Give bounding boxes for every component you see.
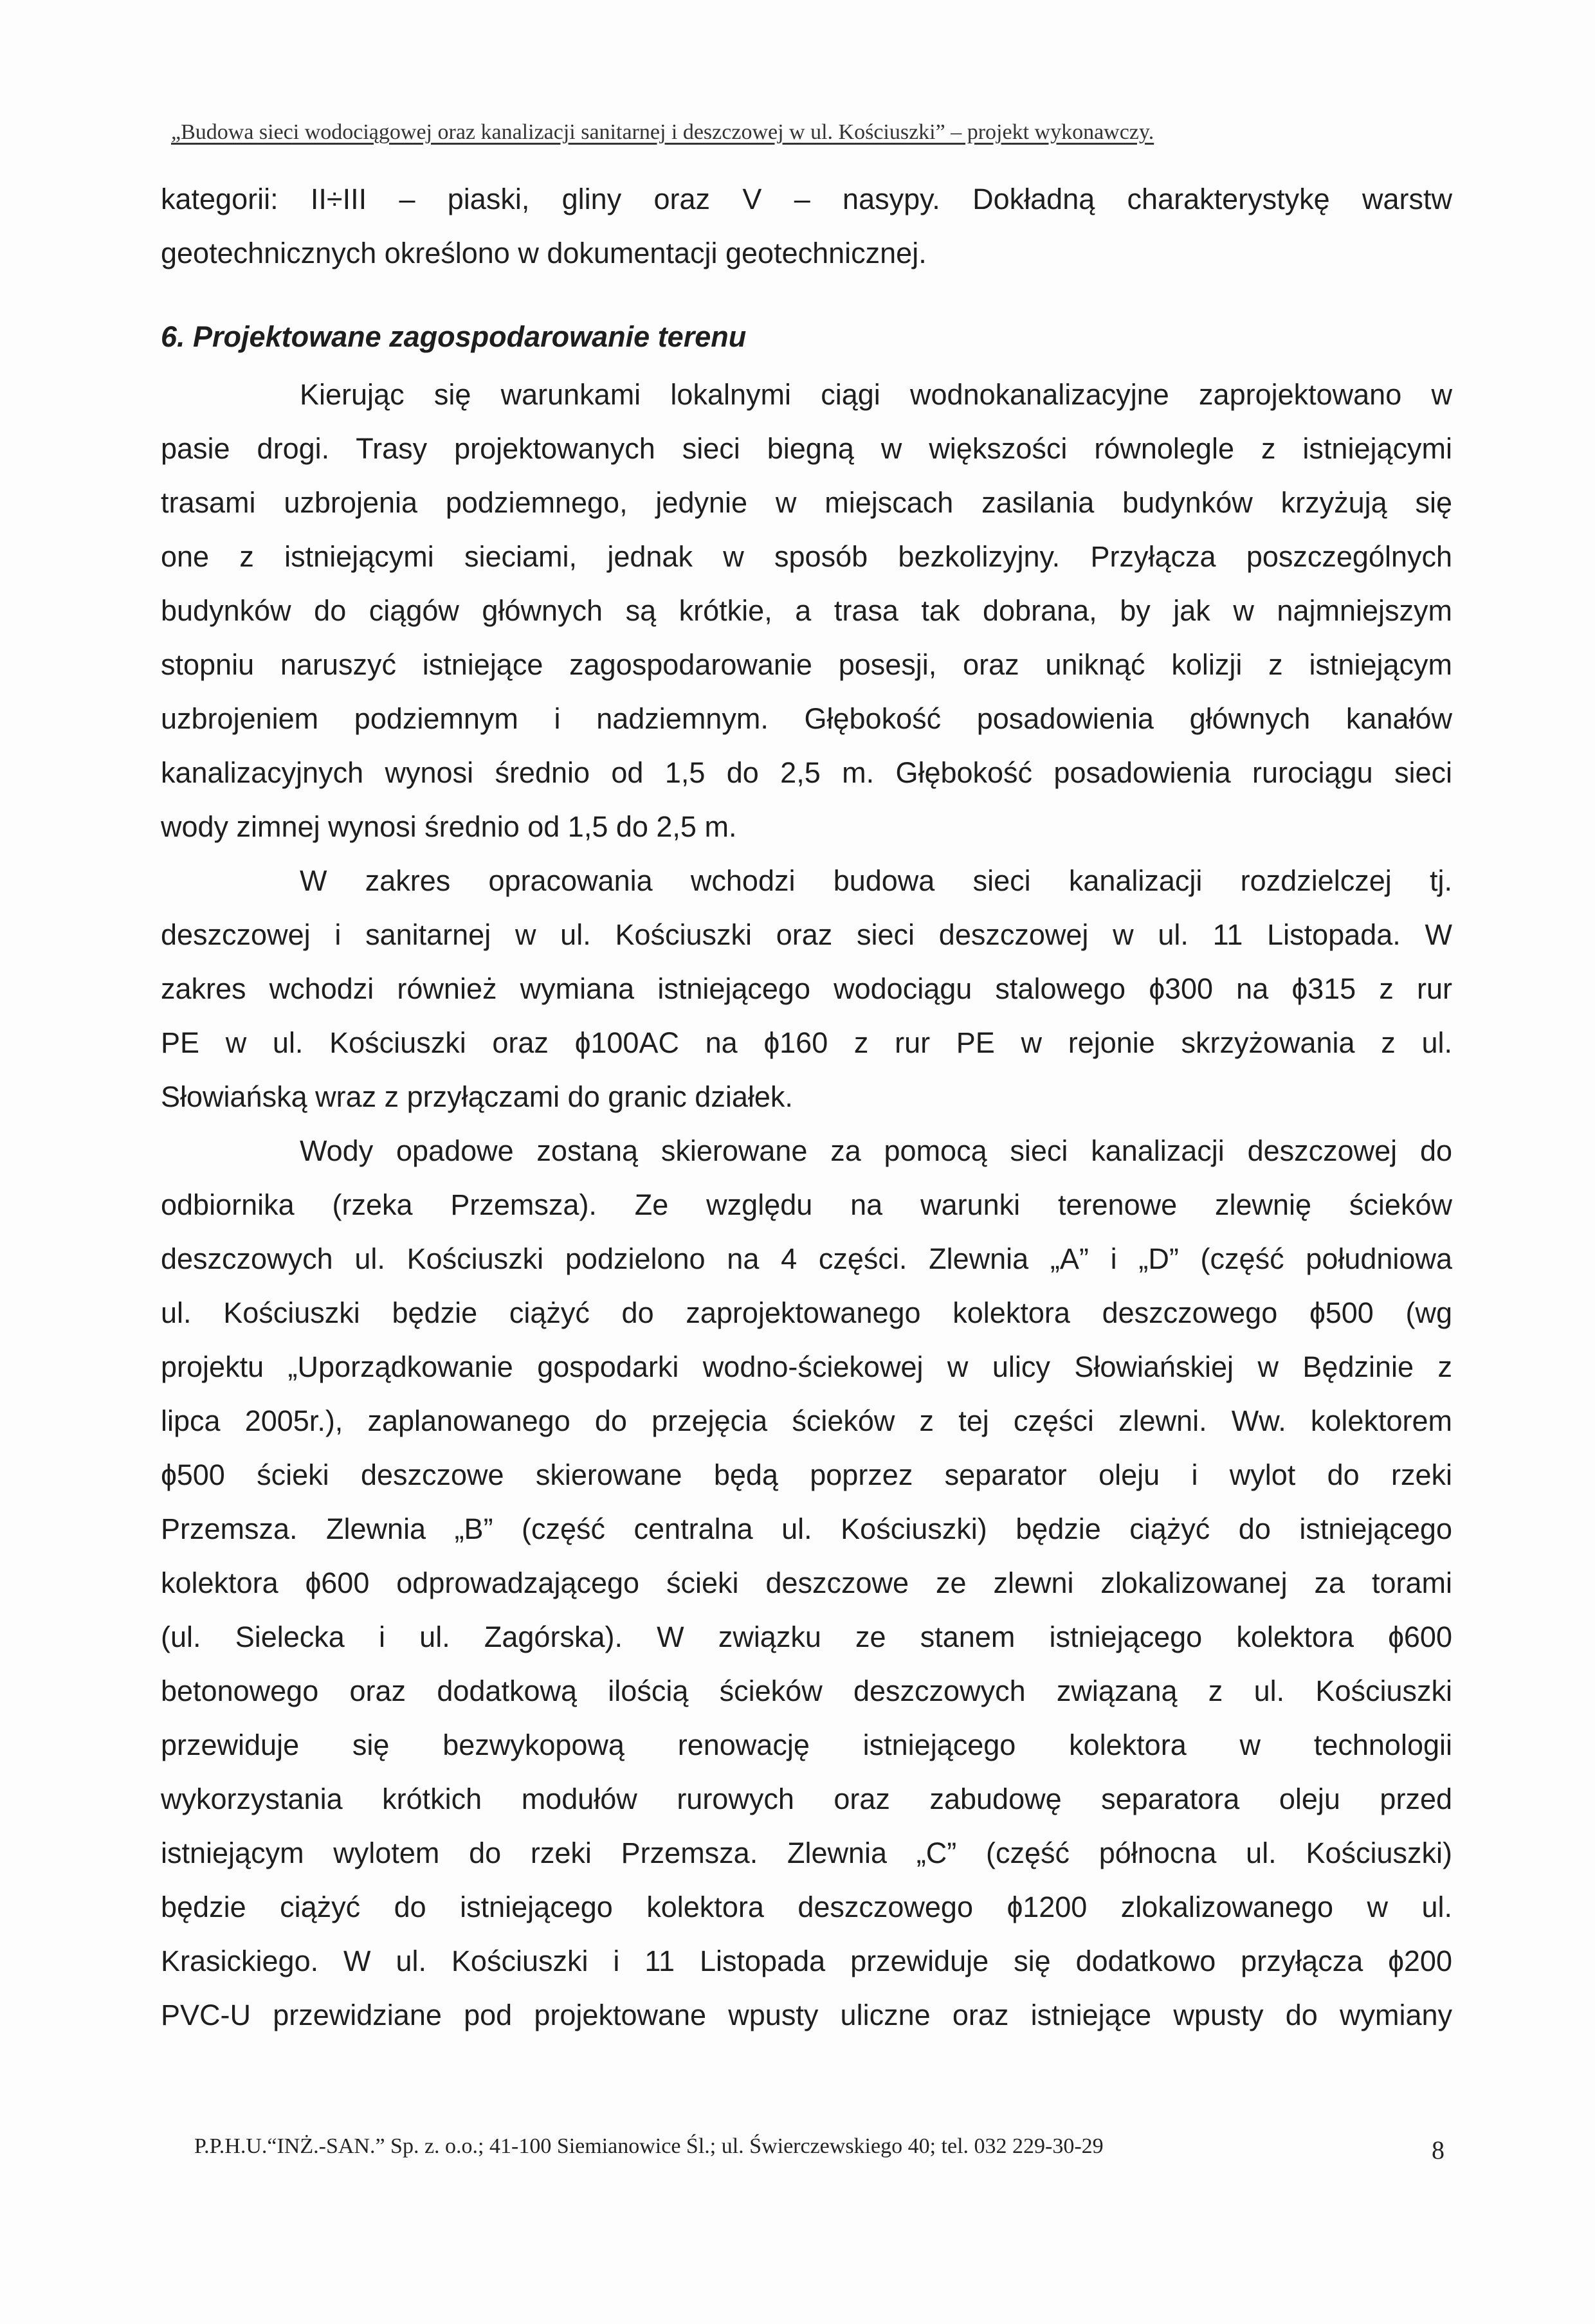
text-line: zakres wchodzi również wymiana istniejącego wodociągu stalowego ɸ300 na ɸ315 z rur [161,972,1452,1005]
text-line: ul. Kościuszki będzie ciążyć do zaprojektowanego kolektora deszczowego ɸ500 (wg [161,1296,1452,1329]
text-line: betonowego oraz dodatkową ilością ścieków deszczowych związaną z ul. Kościuszki [161,1675,1452,1707]
text-line: odbiornika (rzeka Przemsza). Ze względu na warunki terenowe zlewnię ścieków [161,1188,1452,1221]
text-line: (ul. Sielecka i ul. Zagórska). W związku ze stanem istniejącego kolektora ɸ600 [161,1620,1452,1653]
text-line: kanalizacyjnych wynosi średnio od 1,5 do 2,5 m. Głębokość posadowienia rurociągu sieci [161,756,1452,789]
text-line: przewiduje się bezwykopową renowację istniejącego kolektora w technologii [161,1729,1452,1761]
text-line: lipca 2005r.), zaplanowanego do przejęcia ścieków z tej części zlewni. Ww. kolektorem [161,1404,1452,1437]
page-footer: P.P.H.U.“INŻ.-SAN.” Sp. z. o.o.; 41-100 Siemianowice Śl.; ul. Świerczewskiego 40; tel. 032 229-30-29 [194,2134,1104,2158]
text-line: geotechnicznych określono w dokumentacji geotechnicznej. [161,237,927,269]
page-number: 8 [1432,2136,1445,2165]
text-line: będzie ciążyć do istniejącego kolektora deszczowego ɸ1200 zlokalizowanego w ul. [161,1891,1452,1923]
text-line: PE w ul. Kościuszki oraz ɸ100AC na ɸ160 z rur PE w rejonie skrzyżowania z ul. [161,1026,1452,1059]
text-line: budynków do ciągów głównych są krótkie, a trasa tak dobrana, by jak w najmniejszym [161,594,1452,627]
text-line: W zakres opracowania wchodzi budowa sieci kanalizacji rozdzielczej tj. [300,864,1452,897]
text-line: kolektora ɸ600 odprowadzającego ścieki deszczowe ze zlewni zlokalizowanej za torami [161,1566,1452,1599]
text-line: Wody opadowe zostaną skierowane za pomocą sieci kanalizacji deszczowej do [300,1134,1452,1167]
body-text [161,172,1452,2042]
text-line: Kierując się warunkami lokalnymi ciągi wodnokanalizacyjne zaprojektowano w [300,378,1452,411]
text-line: Krasickiego. W ul. Kościuszki i 11 Listopada przewiduje się dodatkowo przyłącza ɸ200 [161,1945,1452,1977]
text-line: wykorzystania krótkich modułów rurowych oraz zabudowę separatora oleju przed [161,1783,1452,1815]
section-heading: 6. Projektowane zagospodarowanie terenu [161,320,747,353]
text-line: PVC-U przewidziane pod projektowane wpusty uliczne oraz istniejące wpusty do wymiany [161,1999,1452,2031]
text-line: trasami uzbrojenia podziemnego, jedynie w miejscach zasilania budynków krzyżują się [161,486,1452,519]
text-line: deszczowych ul. Kościuszki podzielono na 4 części. Zlewnia „A” i „D” (część południowa [161,1242,1452,1275]
text-line: ɸ500 ścieki deszczowe skierowane będą poprzez separator oleju i wylot do rzeki [161,1458,1452,1491]
text-line: Słowiańską wraz z przyłączami do granic działek. [161,1080,793,1113]
text-line: pasie drogi. Trasy projektowanych sieci biegną w większości równolegle z istniejącymi [161,432,1452,465]
text-line: stopniu naruszyć istniejące zagospodarowanie posesji, oraz uniknąć kolizji z istniejącym [161,648,1452,681]
text-line: deszczowej i sanitarnej w ul. Kościuszki oraz sieci deszczowej w ul. 11 Listopada. W [161,918,1452,951]
text-line: Przemsza. Zlewnia „B” (część centralna ul. Kościuszki) będzie ciążyć do istniejącego [161,1512,1452,1545]
text-line: wody zimnej wynosi średnio od 1,5 do 2,5 m. [161,810,737,843]
text-line: istniejącym wylotem do rzeki Przemsza. Zlewnia „C” (część północna ul. Kościuszki) [161,1837,1452,1869]
text-line: uzbrojeniem podziemnym i nadziemnym. Głębokość posadowienia głównych kanałów [161,702,1452,735]
text-line: one z istniejącymi sieciami, jednak w sposób bezkolizyjny. Przyłącza poszczególnych [161,540,1452,573]
text-line: projektu „Uporządkowanie gospodarki wodno-ściekowej w ulicy Słowiańskiej w Będzinie z [161,1350,1452,1383]
text-line: kategorii: II÷III – piaski, gliny oraz V – nasypy. Dokładną charakterystykę warstw [161,183,1452,215]
page-header: „Budowa sieci wodociągowej oraz kanalizacji sanitarnej i deszczowej w ul. Kościuszki” – projekt wykonawczy. [171,120,1154,144]
